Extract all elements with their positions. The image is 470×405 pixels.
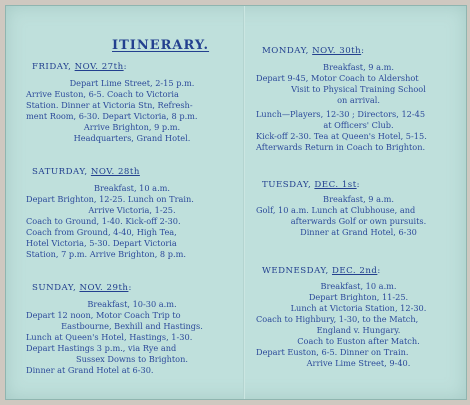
schedule-line: Dinner at Grand Hotel at 6-30.: [26, 365, 154, 375]
schedule-line: at Officers' Club.: [323, 120, 394, 130]
schedule-line: Lunch—Players, 12-30 ; Directors, 12-45: [256, 109, 426, 119]
schedule-line: Arrive Euston, 6-5. Coach to Victoria: [26, 89, 179, 99]
schedule-line: Breakfast, 9 a.m.: [323, 62, 394, 72]
schedule-line: Lunch at Victoria Station, 12-30.: [290, 303, 427, 313]
schedule-line: Breakfast, 10-30 a.m.: [87, 299, 177, 309]
schedule-line: Depart 9-45, Motor Coach to Aldershot: [256, 73, 419, 83]
day-heading-wednesday: WEDNESDAY, DEC. 2nd:: [262, 266, 381, 276]
schedule-line: on arrival.: [337, 95, 380, 105]
schedule-line: Headquarters, Grand Hotel.: [73, 133, 191, 143]
schedule-line: Depart Euston, 6-5. Dinner on Train.: [256, 347, 409, 357]
left-page: [26, 6, 238, 399]
schedule-line: Coach to Ground, 1-40. Kick-off 2-30.: [26, 216, 181, 226]
center-fold: [243, 6, 245, 399]
schedule-line: Station, 7 p.m. Arrive Brighton, 8 p.m.: [26, 249, 186, 259]
schedule-line: Arrive Victoria, 1-25.: [88, 205, 176, 215]
schedule-line: Coach to Euston after Match.: [297, 336, 420, 346]
page-title: ITINERARY.: [112, 38, 210, 53]
schedule-line: Depart Hastings 3 p.m., via Rye and: [26, 343, 177, 353]
schedule-line: Coach from Ground, 4-40, High Tea,: [26, 227, 177, 237]
day-heading-sunday: SUNDAY, NOV. 29th:: [32, 283, 132, 293]
schedule-line: Afterwards Return in Coach to Brighton.: [256, 142, 426, 152]
schedule-line: Station. Dinner at Victoria Stn, Refresh-: [26, 100, 193, 110]
schedule-line: Sussex Downs to Brighton.: [76, 354, 188, 364]
day-heading-monday: MONDAY, NOV. 30th:: [262, 46, 365, 56]
schedule-line: Depart Brighton, 11-25.: [308, 292, 409, 302]
schedule-line: Depart 12 noon, Motor Coach Trip to: [26, 310, 181, 320]
schedule-line: Golf, 10 a.m. Lunch at Clubhouse, and: [256, 205, 416, 215]
schedule-line: Arrive Brighton, 9 p.m.: [83, 122, 181, 132]
day-heading-saturday: SATURDAY, NOV. 28th: [32, 167, 140, 177]
schedule-line: Arrive Lime Street, 9-40.: [306, 358, 411, 368]
schedule-line: Dinner at Grand Hotel, 6-30: [300, 227, 417, 237]
schedule-line: Visit to Physical Training School: [291, 84, 426, 94]
itinerary-card: [5, 5, 467, 400]
schedule-line: Breakfast, 10 a.m.: [93, 183, 171, 193]
schedule-line: Coach to Highbury, 1-30, to the Match,: [256, 314, 419, 324]
day-heading-friday: FRIDAY, NOV. 27th:: [32, 62, 128, 72]
schedule-line: Breakfast, 10 a.m.: [320, 281, 397, 291]
schedule-line: Eastbourne, Bexhill and Hastings.: [61, 321, 203, 331]
schedule-line: Kick-off 2-30. Tea at Queen's Hotel, 5-15.: [256, 131, 427, 141]
schedule-line: Breakfast, 9 a.m.: [323, 194, 394, 204]
schedule-line: Depart Brighton, 12-25. Lunch on Train.: [26, 194, 194, 204]
schedule-line: afterwards Golf or own pursuits.: [290, 216, 427, 226]
schedule-line: Hotel Victoria, 5-30. Depart Victoria: [26, 238, 177, 248]
schedule-line: Depart Lime Street, 2-15 p.m.: [69, 78, 195, 88]
schedule-line: ment Room, 6-30. Depart Victoria, 8 p.m.: [26, 111, 198, 121]
schedule-line: England v. Hungary.: [316, 325, 401, 335]
day-heading-tuesday: TUESDAY, DEC. 1st:: [262, 180, 361, 190]
schedule-line: Lunch at Queen's Hotel, Hastings, 1-30.: [26, 332, 193, 342]
right-page: [256, 6, 461, 399]
